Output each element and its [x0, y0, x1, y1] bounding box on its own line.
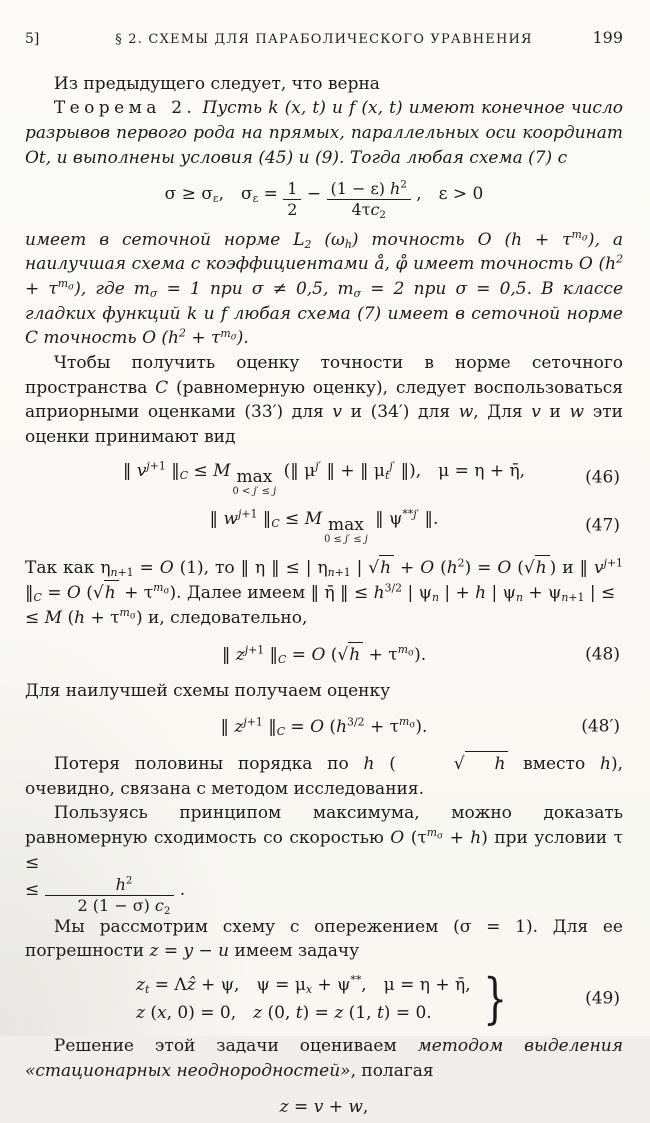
paragraph-accuracy-estimates: Чтобы получить оценку точности в норме сеточного пространства C (равномерную оценку), следует воспользоваться априорными оценками (33′) для v и (34′) для w, Для v и w эти оценки принимают вид: [25, 352, 623, 447]
paragraph-intro: Из предыдущего следует, что верна: [53, 73, 380, 94]
equation-47: [25, 507, 623, 546]
system-line-1: $z_t$ = Λẑ + ψ, $\psi = \mu_x + \psi^{**}$, μ = η + η̄,: [136, 973, 471, 996]
equation-number: (47): [585, 515, 620, 536]
paragraph-half-order-loss: Потеря половины порядка по h ( √ h вместо h), очевидно, связана с методом исследования.: [25, 751, 623, 801]
equation-z-decomposition: [25, 1093, 623, 1123]
section-marker: 5]: [25, 31, 40, 47]
system-brace: }: [482, 967, 507, 1031]
page-number: 199: [592, 28, 623, 47]
equation-48-prime: [25, 712, 623, 742]
equation-body: ‖ $z^{j+1}$ $‖_C = O$ $(√h + \tau^{m_\sigma})$.: [221, 642, 427, 666]
paragraph-forward-scheme: Мы рассмотрим схему с опережением (σ = 1). Для ее погрешности z = y − u имеем задачу: [25, 916, 623, 962]
equation-body: ‖ $w^{j+1}$ $‖_C \le M$ max 0 ≤ j′ ≤ j ‖ $\psi^{**j'}$ ‖.: [209, 506, 439, 546]
equation-sigma-condition: [25, 179, 623, 221]
system-line-2: z (x, 0) = 0, z (0, t) = z (1, t) = 0.: [136, 1002, 432, 1023]
theorem-2-continued: имеет в сеточной норме $L_2$ $(\omega_h)$ точность O $(h + \tau^{m_\sigma})$, а наилучшая схема с коэффициентами å, φ̊ имеет точность O $(h^2 + \tau^{m_\sigma})$, где $m_\sigma = 1$ при σ ≠ 0,5, $m_\sigma = 2$ при σ = 0,5. В классе гладких функций k и f любая схема (7) имеет в сеточной норме C точность O $(h^2 + \tau^{m_\sigma})$.: [25, 228, 624, 349]
theorem-2-statement: Теорема 2. Пусть k (x, t) и f (x, t) имеют конечное число разрывов первого рода на прямых, параллельных оси координат Ot, и выполнены условия (45) и (9). Тогда любая схема (7) с: [25, 98, 624, 168]
equation-body: ‖ $z^{j+1}$ $‖_C = O$ $(h^{3/2} + \tau^{m_\sigma})$.: [220, 715, 428, 738]
equation-number: (46): [585, 467, 620, 488]
equation-number: (49): [585, 988, 620, 1009]
equation-49-system: [25, 967, 623, 1031]
equation-number: (48′): [581, 716, 620, 737]
equation-body: $\sigma \ge \sigma_\varepsilon$, $\sigma_\varepsilon$ = $\frac{1}{2}$ − $\frac{(1 - \varepsilon) h^2}{4\tau c_2}$ , ε > 0: [164, 179, 484, 221]
equation-46: [25, 459, 623, 498]
paragraph-maximum-principle: Пользуясь принципом максимума, можно доказать равномерную сходимость со скоростью O $(\tau^{m_\sigma} + h)$ при условии τ ≤ ≤ $\frac{h^2}{2 (1 - \sigma) c_2}$ .: [25, 803, 623, 917]
paragraph-best-scheme: Для наилучшей схемы получаем оценку: [25, 680, 391, 701]
equation-body: z = v + w,: [279, 1097, 369, 1118]
paragraph-eta-estimates: Так как $\eta_{n+1} = O$ (1), то ‖ η ‖ ≤ | $\eta_{n+1}$ | √h + O $(h^2) = O$ (√h ) и ‖ $v^{j+1}$ $‖_C = O$ $(√h + \tau^{m_\sigma})$. Далее имеем ‖ η̄ ‖ ≤ $h^{3/2}$ | $\psi_n$ | + h | $\psi_n + \psi_{n+1}$ | ≤ ≤ M $(h + \tau^{m_\sigma})$ и, следовательно,: [25, 555, 623, 628]
system-lines: [136, 973, 471, 1025]
equation-body: ‖ $v^{j+1}$ $‖_C \le M$ max 0 < j′ ≤ j (‖ $\mu^{j'}$ ‖ + ‖ $\mu_t^{j'}$ ‖), μ = η + η̄,: [122, 458, 526, 498]
equation-number: (48): [585, 644, 620, 665]
running-title: § 2. СХЕМЫ ДЛЯ ПАРАБОЛИЧЕСКОГО УРАВНЕНИЯ: [115, 32, 533, 47]
paragraph-stationary-inhomogeneities: Решение этой задачи оцениваем методом выделения «стационарных неоднородностей», полагая: [25, 1036, 623, 1081]
equation-48: [25, 640, 623, 670]
page-header: [25, 26, 623, 50]
